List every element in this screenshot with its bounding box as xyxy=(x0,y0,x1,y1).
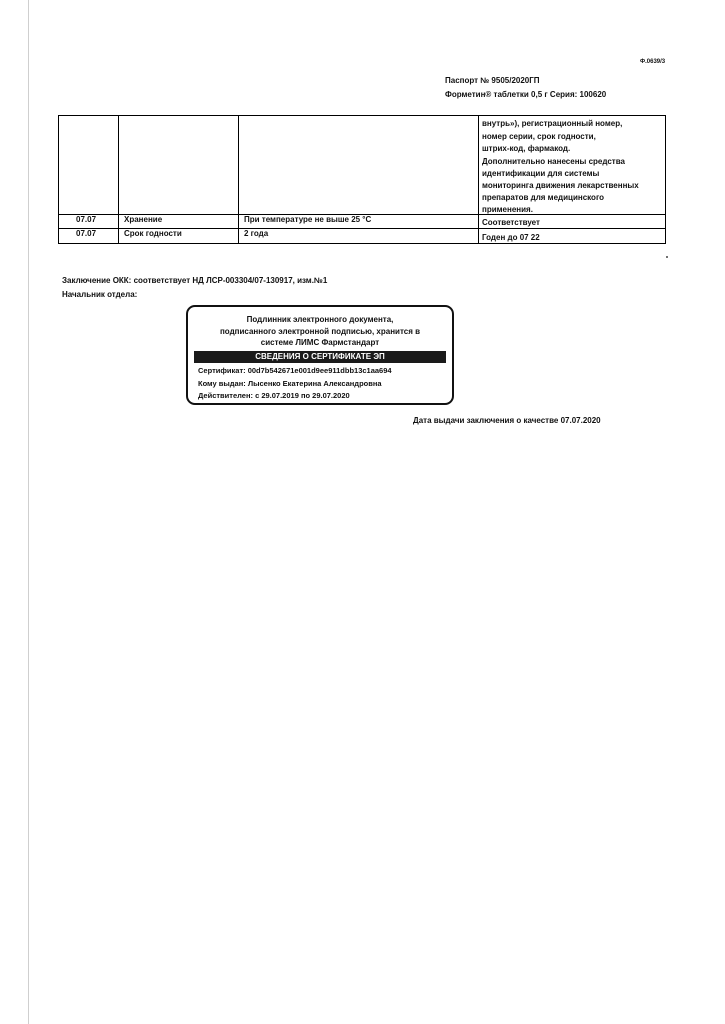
qc-conclusion: Заключение ОКК: соответствует НД ЛСР-003304/07-130917, изм.№1 xyxy=(62,276,328,285)
certificate-validity: Действителен: с 29.07.2019 по 29.07.2020 xyxy=(198,391,350,400)
form-code: Ф.0639/3 xyxy=(640,59,666,65)
row-name: Хранение xyxy=(124,215,163,224)
certificate-holder: Кому выдан: Лысенко Екатерина Александровна xyxy=(198,379,382,388)
stamp-line-3: системе ЛИМС Фармстандарт xyxy=(260,338,380,347)
row-code: 07.07 xyxy=(76,229,97,238)
electronic-signature-stamp xyxy=(186,305,454,405)
row-result: Годен до 07 22 xyxy=(482,233,540,242)
row-result: Соответствует xyxy=(482,218,540,227)
product-line: Форметин® таблетки 0,5 г Серия: 100620 xyxy=(445,90,607,99)
row-code: 07.07 xyxy=(76,215,97,224)
certificate-number: Сертификат: 00d7b542671e001d9ee911dbb13c1aa694 xyxy=(198,366,392,375)
scan-edge xyxy=(28,0,29,1024)
stamp-banner: СВЕДЕНИЯ О СЕРТИФИКАТЕ ЭП xyxy=(194,351,446,363)
row-requirement: 2 года xyxy=(244,229,269,238)
scan-speck xyxy=(666,256,668,258)
row-name: Срок годности xyxy=(124,229,182,238)
issue-date: Дата выдачи заключения о качестве 07.07.2020 xyxy=(413,416,601,425)
stamp-line-1: Подлинник электронного документа, xyxy=(246,315,394,324)
passport-number: Паспорт № 9505/2020ГП xyxy=(445,76,540,85)
stamp-line-2: подписанного электронной подписью, хранится в xyxy=(219,327,421,336)
head-of-department-label: Начальник отдела: xyxy=(62,290,138,299)
row-requirement: При температуре не выше 25 °С xyxy=(244,215,372,224)
